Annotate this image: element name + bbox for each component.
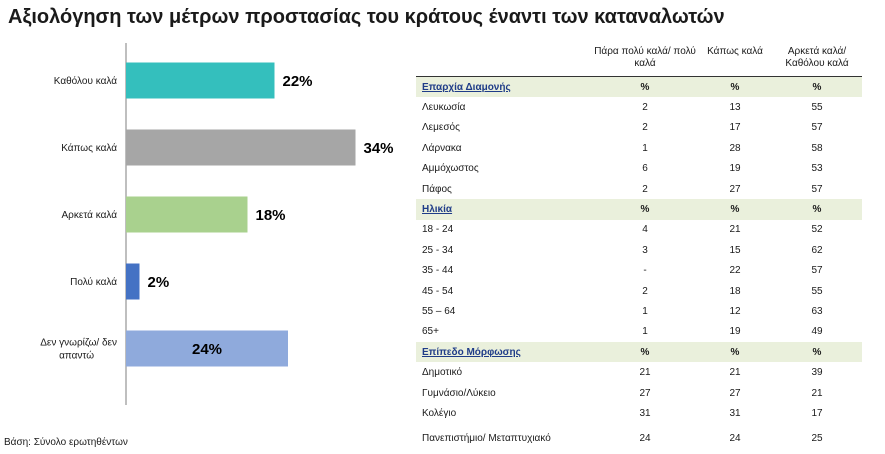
value-cell: 57 xyxy=(811,122,823,134)
value-cell: 2 xyxy=(642,102,648,114)
value-cell: 55 xyxy=(811,102,823,114)
table-row xyxy=(416,240,862,260)
value-cell: 27 xyxy=(729,183,741,195)
value-cell: 19 xyxy=(729,326,741,338)
value-cell: 2 xyxy=(642,285,648,297)
value-cell: 57 xyxy=(811,183,823,195)
unit-cell: % xyxy=(698,199,772,219)
value-cell: 2 xyxy=(642,183,648,195)
unit-cell: % xyxy=(772,199,862,219)
value-cell: 27 xyxy=(729,387,741,399)
value-cell: 21 xyxy=(729,224,741,236)
value-cell: 31 xyxy=(639,407,651,419)
value-cell: 3 xyxy=(642,244,648,256)
table-header-cell: Κάπως καλά xyxy=(707,46,763,57)
bar-chart xyxy=(0,0,420,449)
data-label: 24% xyxy=(191,341,223,358)
footnote: Βάση: Σύνολο ερωτηθέντων xyxy=(4,437,128,448)
value-cell: - xyxy=(643,265,647,277)
unit-cell: % xyxy=(592,342,698,362)
value-cell: 28 xyxy=(729,142,741,154)
row-label: 45 - 54 xyxy=(422,285,454,297)
value-cell: 12 xyxy=(729,305,741,317)
data-label: 2% xyxy=(147,274,170,291)
table-row xyxy=(416,362,862,382)
breakdown-table xyxy=(416,46,862,454)
table-row xyxy=(416,118,862,138)
table-row xyxy=(416,424,862,454)
table-header-cell: Πάρα πολύ καλά/ πολύ καλά xyxy=(594,46,696,69)
row-label: Λευκωσία xyxy=(422,102,466,114)
row-label: Λεμεσός xyxy=(422,122,460,134)
value-cell: 15 xyxy=(729,244,741,256)
unit-cell: % xyxy=(772,77,862,98)
row-label: Δημοτικό xyxy=(422,367,463,379)
value-cell: 24 xyxy=(729,433,741,445)
value-cell: 4 xyxy=(642,224,648,236)
table-row xyxy=(416,322,862,342)
value-cell: 18 xyxy=(729,285,741,297)
tick-label: Αρκετά καλά xyxy=(61,210,117,221)
unit-cell: % xyxy=(592,77,698,98)
table-row xyxy=(416,301,862,321)
table-row xyxy=(416,138,862,158)
value-cell: 39 xyxy=(811,367,823,379)
unit-cell: % xyxy=(698,77,772,98)
row-label: 55 – 64 xyxy=(422,305,456,317)
value-cell: 2 xyxy=(642,122,648,134)
data-label: 34% xyxy=(363,140,394,157)
value-cell: 13 xyxy=(729,102,741,114)
unit-cell: % xyxy=(698,342,772,362)
row-label: 35 - 44 xyxy=(422,265,454,277)
bar xyxy=(126,130,356,166)
value-cell: 1 xyxy=(642,142,648,154)
page-title: Αξιολόγηση των μέτρων προστασίας του κράτους έναντι των καταναλωτών xyxy=(8,6,725,28)
value-cell: 63 xyxy=(811,305,823,317)
value-cell: 53 xyxy=(811,163,823,175)
row-label: Λάρνακα xyxy=(422,142,462,154)
unit-cell: % xyxy=(772,342,862,362)
value-cell: 31 xyxy=(729,407,741,419)
value-cell: 19 xyxy=(729,163,741,175)
value-cell: 57 xyxy=(811,265,823,277)
row-label: Πάφος xyxy=(422,183,452,195)
table-row xyxy=(416,179,862,199)
tick-label: Πολύ καλά xyxy=(70,277,117,288)
tick-label: Κάπως καλά xyxy=(61,143,117,154)
table-group-row xyxy=(416,342,862,362)
table-group-row xyxy=(416,199,862,219)
table-row xyxy=(416,220,862,240)
unit-cell: % xyxy=(592,199,698,219)
value-cell: 49 xyxy=(811,326,823,338)
row-label: 25 - 34 xyxy=(422,244,454,256)
row-label: Πανεπιστήμιο/ Μεταπτυχιακό xyxy=(422,433,551,445)
table-row xyxy=(416,159,862,179)
value-cell: 1 xyxy=(642,326,648,338)
row-label: 18 - 24 xyxy=(422,224,454,236)
value-cell: 21 xyxy=(639,367,651,379)
table-header-cell: Αρκετά καλά/ Καθόλου καλά xyxy=(785,46,849,69)
table-row xyxy=(416,261,862,281)
tick-label: Καθόλου καλά xyxy=(53,76,117,87)
data-label: 18% xyxy=(255,207,286,224)
value-cell: 6 xyxy=(642,163,648,175)
bar xyxy=(126,264,140,300)
value-cell: 21 xyxy=(811,387,823,399)
row-label: Κολέγιο xyxy=(422,407,457,419)
data-label: 22% xyxy=(282,73,313,90)
group-label: Ηλικία xyxy=(416,199,592,219)
row-label: Γυμνάσιο/Λύκειο xyxy=(422,387,496,399)
value-cell: 22 xyxy=(729,265,741,277)
value-cell: 24 xyxy=(639,433,651,445)
value-cell: 58 xyxy=(811,142,823,154)
value-cell: 52 xyxy=(811,224,823,236)
table-header-row xyxy=(416,46,862,77)
table-row xyxy=(416,281,862,301)
value-cell: 25 xyxy=(811,433,823,445)
value-cell: 17 xyxy=(729,122,741,134)
bar xyxy=(126,197,248,233)
bar xyxy=(126,63,275,99)
value-cell: 27 xyxy=(639,387,651,399)
table-row xyxy=(416,403,862,423)
value-cell: 17 xyxy=(811,407,823,419)
group-label: Επίπεδο Μόρφωσης xyxy=(416,342,592,362)
row-label: 65+ xyxy=(422,326,439,338)
value-cell: 1 xyxy=(642,305,648,317)
value-cell: 21 xyxy=(729,367,741,379)
value-cell: 55 xyxy=(811,285,823,297)
row-label: Αμμόχωστος xyxy=(422,163,479,175)
table-header-cell xyxy=(416,46,592,77)
tick-label: Δεν γνωρίζω/ δεν απαντώ xyxy=(40,337,117,362)
group-label: Επαρχία Διαμονής xyxy=(416,77,592,98)
table-group-row xyxy=(416,77,862,98)
value-cell: 62 xyxy=(811,244,823,256)
table-row xyxy=(416,383,862,403)
table-row xyxy=(416,97,862,117)
